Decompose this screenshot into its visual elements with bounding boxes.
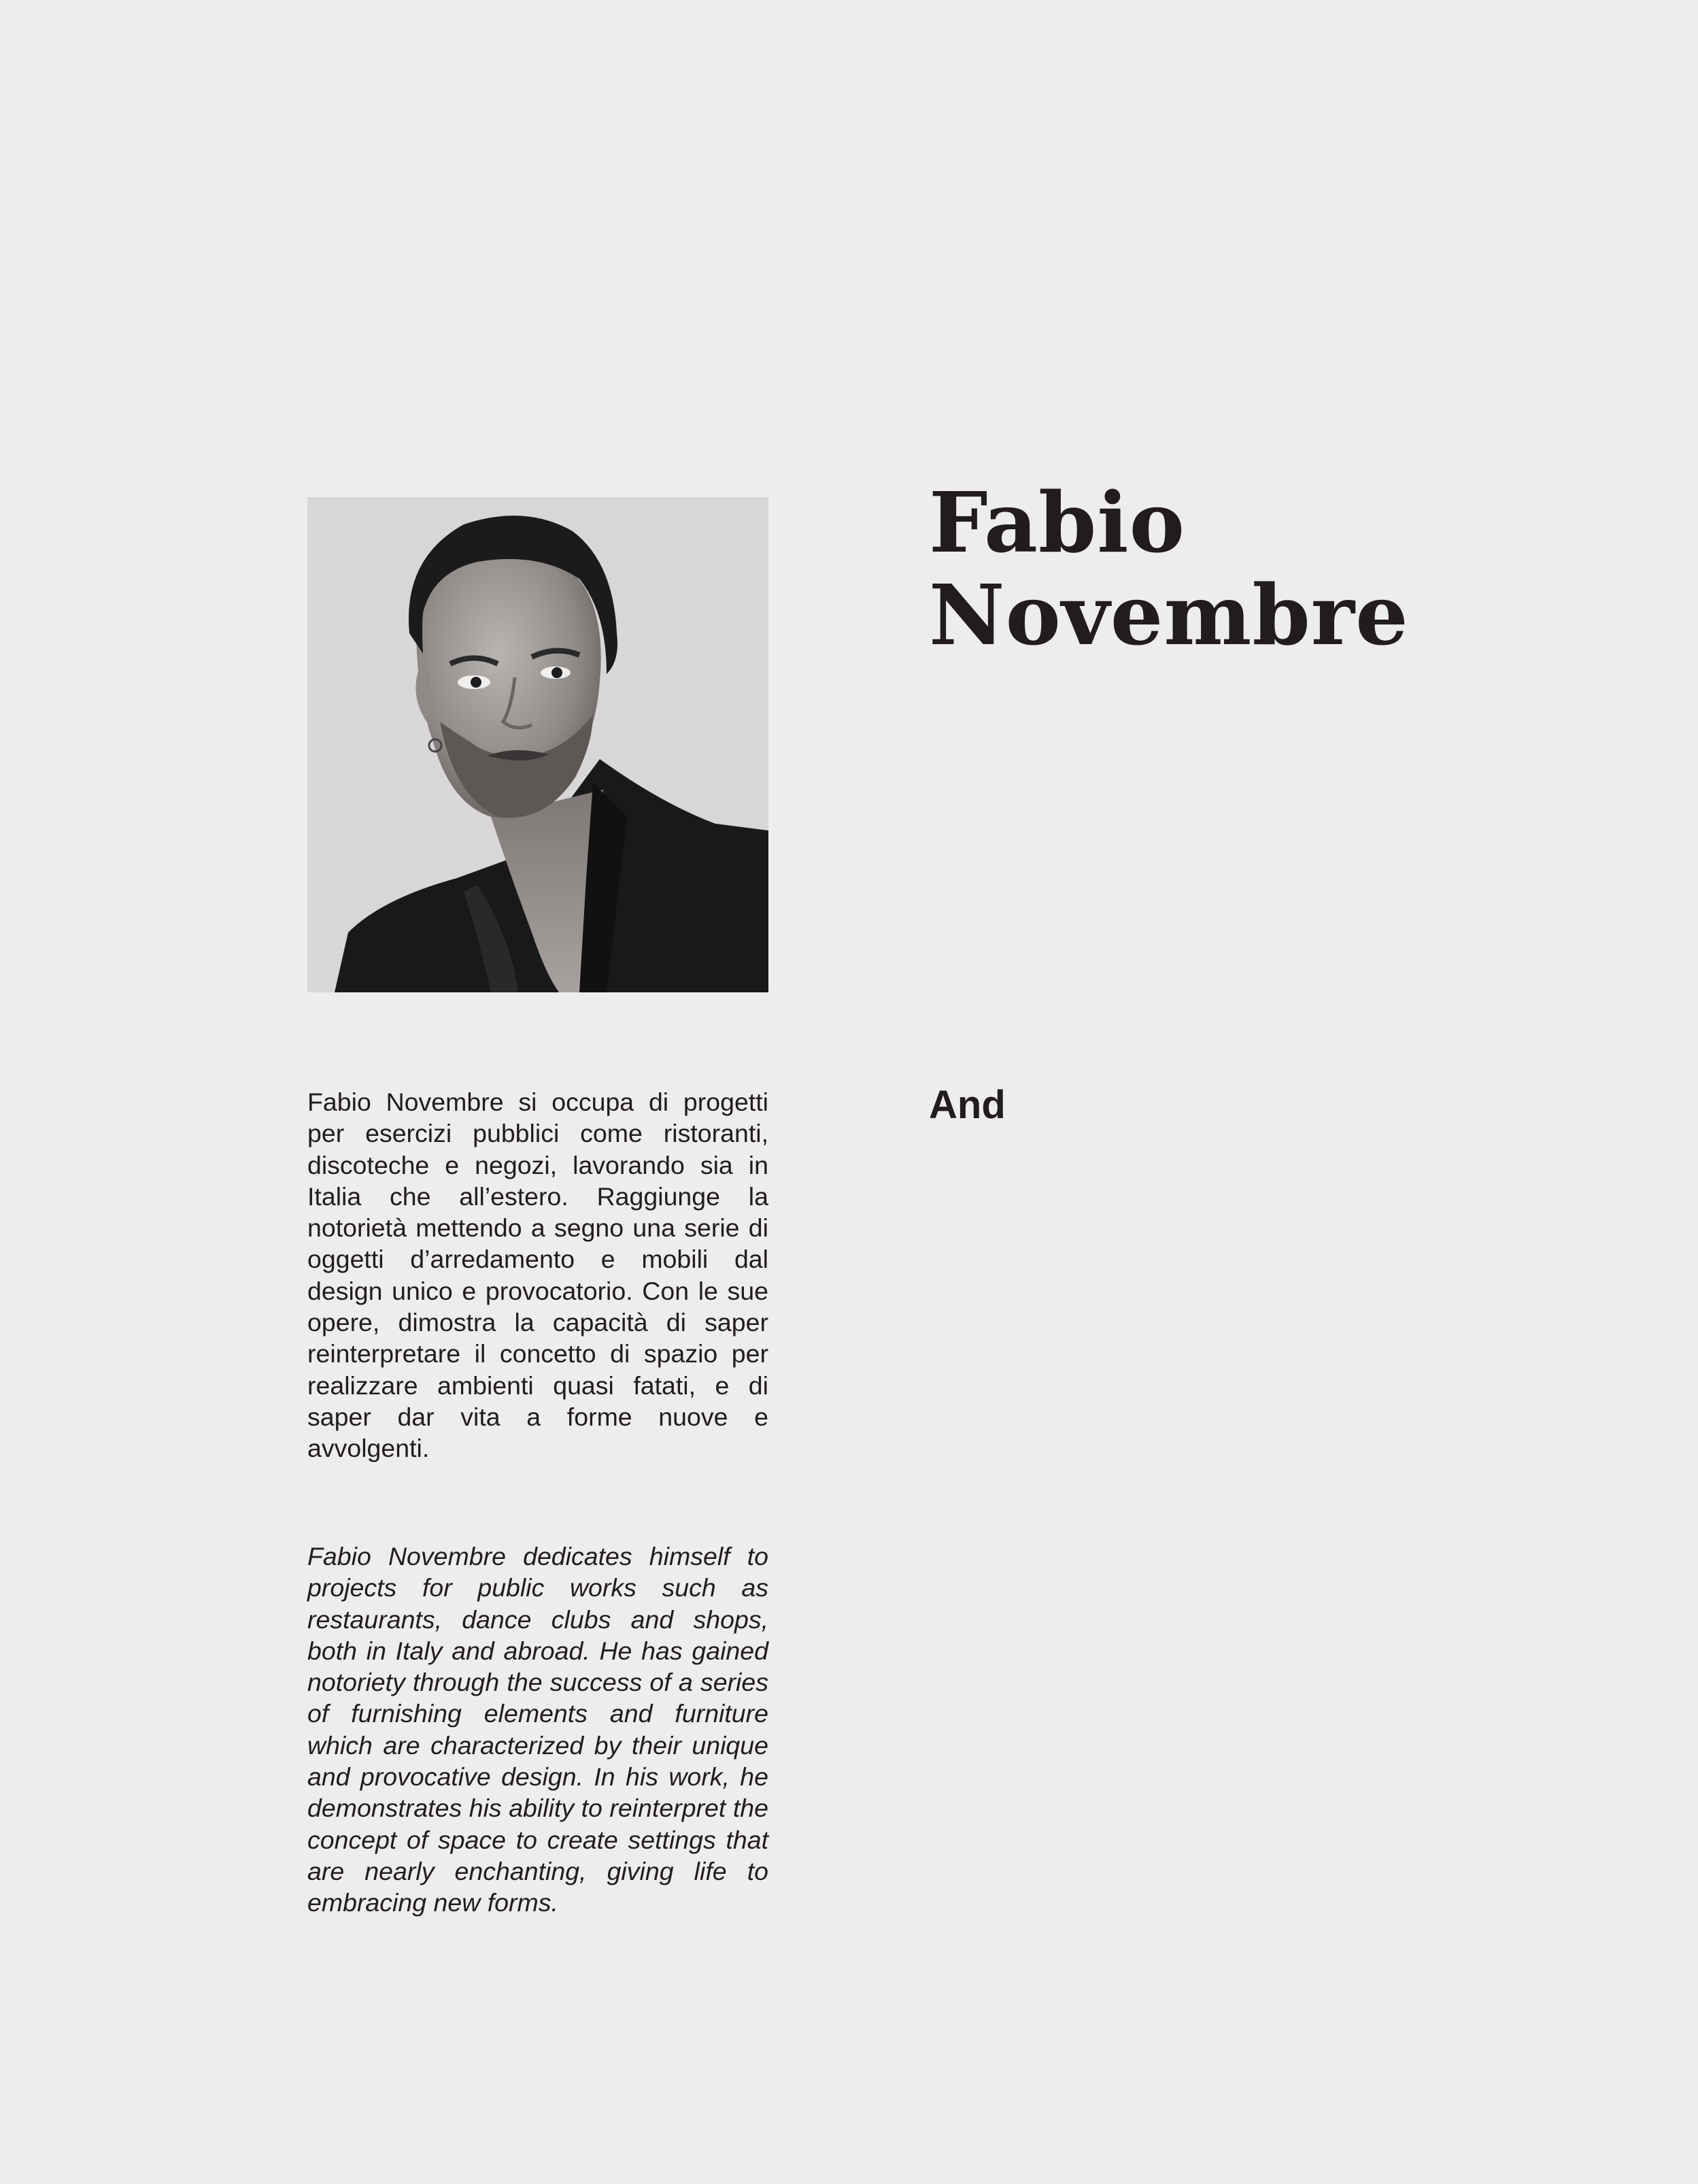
bio-english: Fabio Novembre dedicates himself to projects for public works such as restaurants, dance clubs and shops, both in Italy and abroad. He has gained notoriety through the success of a series of furnishing elements and furniture which are characterized by their unique and provocative design. In his work, he demonstrates his ability to reinterpret the concept of space to create settings that are nearly enchanting, giving life to embracing new forms. — [307, 1542, 768, 1917]
title-first-name: Fabio — [929, 473, 1186, 571]
portrait-photo — [307, 497, 768, 992]
section-heading: And — [929, 1083, 1006, 1127]
bio-italian: Fabio Novembre si occupa di progetti per esercizi pubblici come ristoranti, discoteche e negozi, lavorando sia in Italia che all’estero. Raggiunge la notorietà mettendo a segno una serie di oggetti d’arredamento e mobili dal design unico e provocatorio. Con le sue opere, dimostra la capacità di saper reinterpretare il concetto di spazio per realizzare ambienti quasi fatati, e di saper dar vita a forme nuove e avvolgenti. — [307, 1088, 768, 1463]
title-last-name: Novembre — [929, 566, 1409, 664]
page-title — [929, 473, 1409, 664]
portrait-illustration — [307, 497, 768, 992]
